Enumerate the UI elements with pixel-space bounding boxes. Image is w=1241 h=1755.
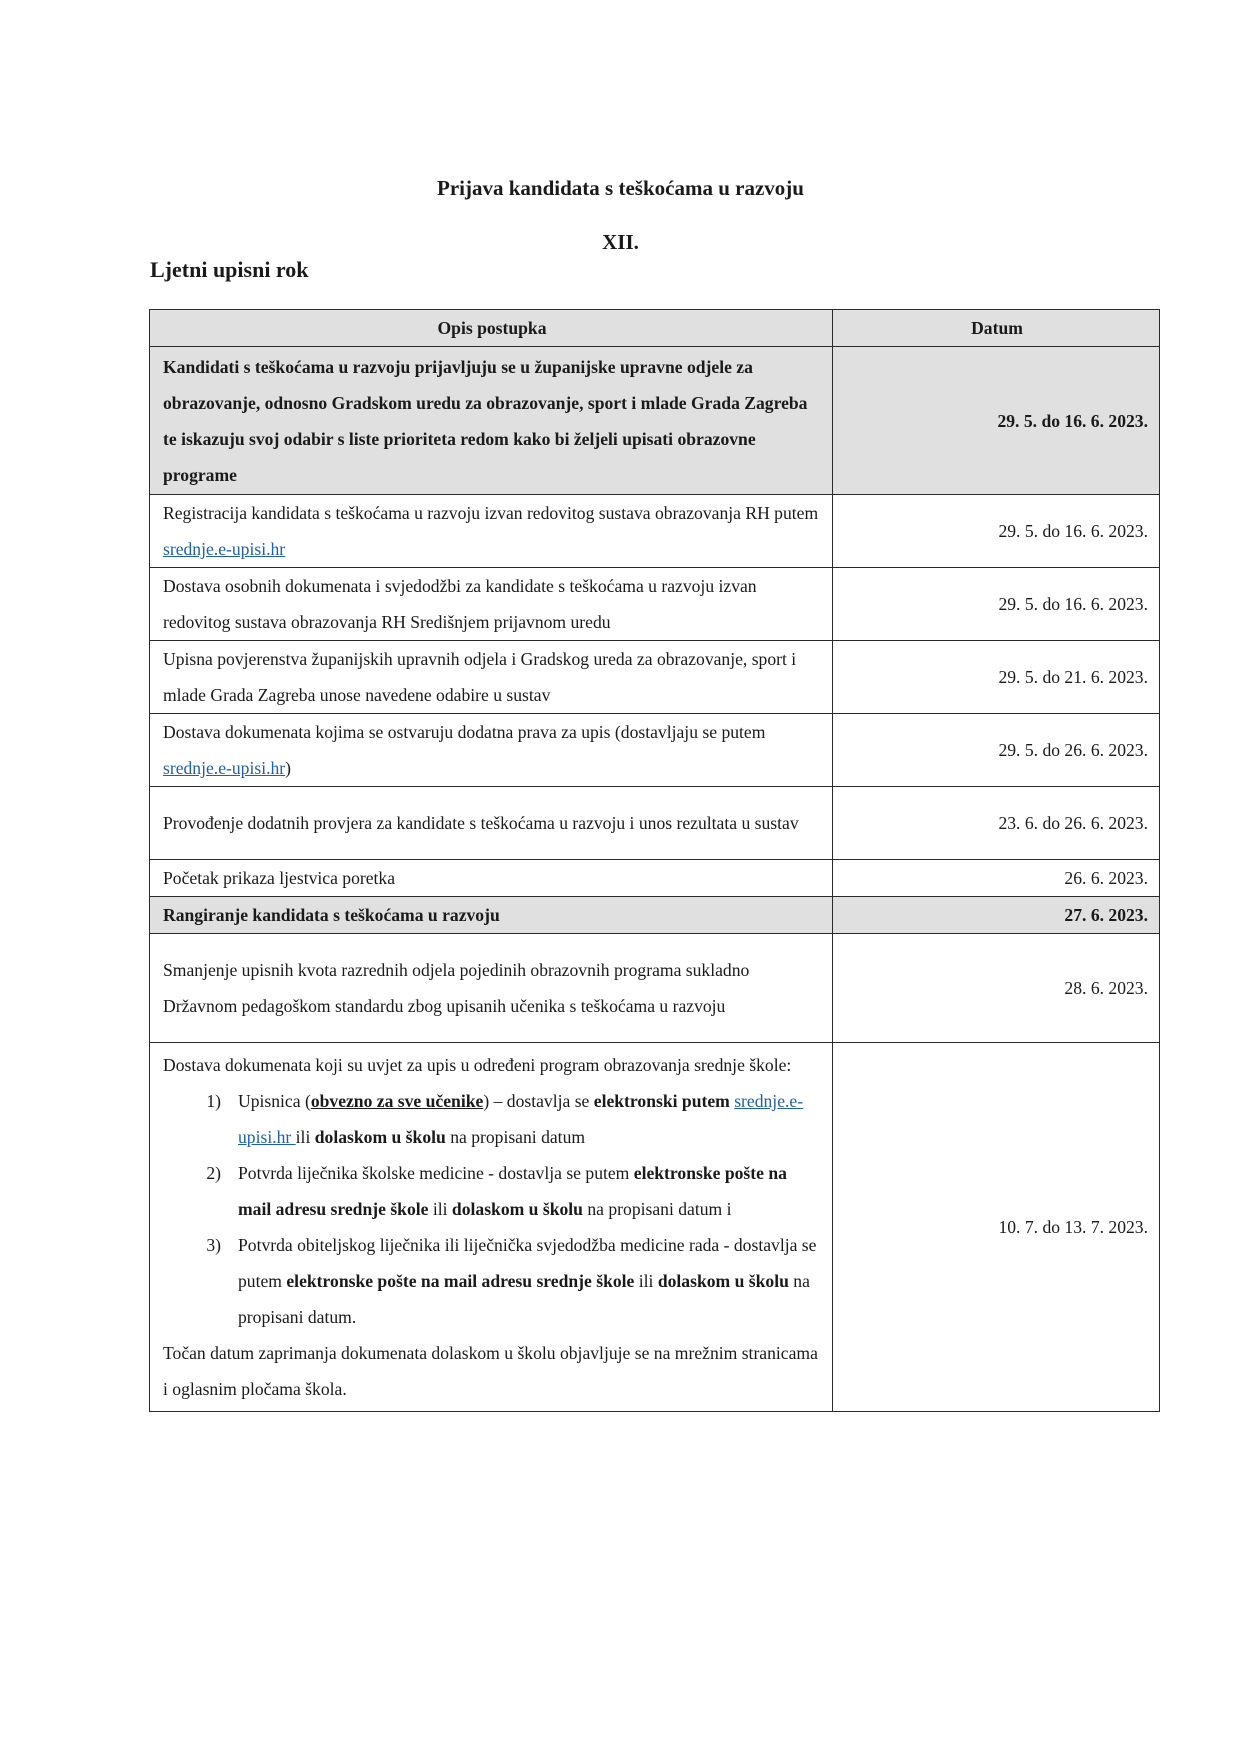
row-date: 29. 5. do 16. 6. 2023. <box>833 347 1160 495</box>
emphasis-text: elektronske pošte na mail adresu srednje škole <box>238 1163 787 1219</box>
text-run: ili <box>634 1271 658 1291</box>
text-run: ili <box>428 1199 452 1219</box>
table-row <box>150 1043 1160 1412</box>
documents-list <box>163 1083 821 1335</box>
text-run: Potvrda liječnika školske medicine - dostavlja se putem <box>238 1163 634 1183</box>
section-number: XII. <box>602 230 639 254</box>
row-date: 10. 7. do 13. 7. 2023. <box>833 1043 1160 1412</box>
row-description <box>150 714 833 787</box>
column-header-date: Datum <box>833 310 1160 347</box>
list-item <box>163 1155 821 1227</box>
list-item-number: 3) <box>206 1235 221 1255</box>
row-date: 29. 5. do 16. 6. 2023. <box>833 495 1160 568</box>
table-row <box>150 934 1160 1043</box>
documents-intro: Dostava dokumenata koji su uvjet za upis u određeni program obrazovanja srednje škole: <box>163 1055 792 1075</box>
column-header-description: Opis postupka <box>150 310 833 347</box>
emphasis-text: elektronski putem <box>593 1091 735 1111</box>
row-description: Kandidati s teškoćama u razvoju prijavljuju se u županijske upravne odjele za obrazovanje, odnosno Gradskom uredu za obrazovanje, sport i mlade Grada Zagreba te iskazuju svoj odabir s liste prioriteta redom kako bi željeli upisati obrazovne programe <box>150 347 833 495</box>
row-description: Smanjenje upisnih kvota razrednih odjela pojedinih obrazovnih programa sukladno Državnom pedagoškom standardu zbog upisanih učenika s teškoćama u razvoju <box>150 934 833 1043</box>
row-description: Provođenje dodatnih provjera za kandidate s teškoćama u razvoju i unos rezultata u sustav <box>150 787 833 860</box>
list-item-number: 2) <box>206 1163 221 1183</box>
text-run: Potvrda obiteljskog liječnika ili liječnička svjedodžba medicine rada - dostavlja se putem <box>238 1235 817 1291</box>
table-row <box>150 787 1160 860</box>
list-item-text <box>238 1083 821 1155</box>
row-description: Upisna povjerenstva županijskih upravnih odjela i Gradskog ureda za obrazovanje, sport i mlade Grada Zagreba unose navedene odabire u sustav <box>150 641 833 714</box>
row-description: Rangiranje kandidata s teškoćama u razvoju <box>150 897 833 934</box>
table-row <box>150 897 1160 934</box>
text-run: na propisani datum. <box>238 1271 810 1327</box>
row-description: Početak prikaza ljestvica poretka <box>150 860 833 897</box>
row-description: Dostava osobnih dokumenata i svjedodžbi za kandidate s teškoćama u razvoju izvan redovitog sustava obrazovanja RH Središnjem prijavnom uredu <box>150 568 833 641</box>
list-item-text <box>238 1227 821 1335</box>
table-row <box>150 641 1160 714</box>
table-row <box>150 568 1160 641</box>
row-description-text: Dostava dokumenata kojima se ostvaruju dodatna prava za upis (dostavljaju se putem <box>163 722 766 742</box>
text-run: na propisani datum i <box>582 1199 732 1219</box>
subsection-heading: Ljetni upisni rok <box>150 257 309 282</box>
list-item <box>163 1083 821 1155</box>
documents-outro: Točan datum zaprimanja dokumenata dolaskom u školu objavljuje se na mrežnim stranicama i oglasnim pločama škola. <box>163 1343 818 1399</box>
row-description-text-end: ) <box>285 758 292 778</box>
table-row <box>150 714 1160 787</box>
table-row <box>150 860 1160 897</box>
row-description-text: Registracija kandidata s teškoćama u razvoju izvan redovitog sustava obrazovanja RH putem <box>163 503 819 523</box>
row-description <box>150 1043 833 1412</box>
emphasis-text: dolaskom u školu <box>451 1199 583 1219</box>
e-upisi-link[interactable]: srednje.e-upisi.hr <box>163 758 286 778</box>
row-date: 23. 6. do 26. 6. 2023. <box>833 787 1160 860</box>
row-description <box>150 495 833 568</box>
text-run: Upisnica ( <box>238 1091 311 1111</box>
row-date: 26. 6. 2023. <box>833 860 1160 897</box>
row-date: 27. 6. 2023. <box>833 897 1160 934</box>
row-date: 29. 5. do 21. 6. 2023. <box>833 641 1160 714</box>
table-header-row <box>150 310 1160 347</box>
emphasis-text: dolaskom u školu <box>314 1127 446 1147</box>
text-run: ili <box>295 1127 315 1147</box>
document-title: Prijava kandidata s teškoćama u razvoju <box>437 176 804 200</box>
list-item-text <box>238 1155 821 1227</box>
row-date: 28. 6. 2023. <box>833 934 1160 1043</box>
text-run: ) – dostavlja se <box>483 1091 594 1111</box>
emphasis-text: dolaskom u školu <box>657 1271 789 1291</box>
schedule-table <box>149 309 1160 1412</box>
emphasis-text: elektronske pošte na mail adresu srednje škole <box>286 1271 635 1291</box>
e-upisi-link[interactable]: srednje.e-upisi.hr <box>163 539 286 559</box>
list-item <box>163 1227 821 1335</box>
row-date: 29. 5. do 16. 6. 2023. <box>833 568 1160 641</box>
table-row <box>150 347 1160 495</box>
table-row <box>150 495 1160 568</box>
list-item-number: 1) <box>206 1091 221 1111</box>
text-run: na propisani datum <box>445 1127 586 1147</box>
row-date: 29. 5. do 26. 6. 2023. <box>833 714 1160 787</box>
emphasis-text: obvezno za sve učenike <box>310 1091 484 1111</box>
e-upisi-link[interactable]: srednje.e-upisi.hr <box>238 1091 804 1147</box>
